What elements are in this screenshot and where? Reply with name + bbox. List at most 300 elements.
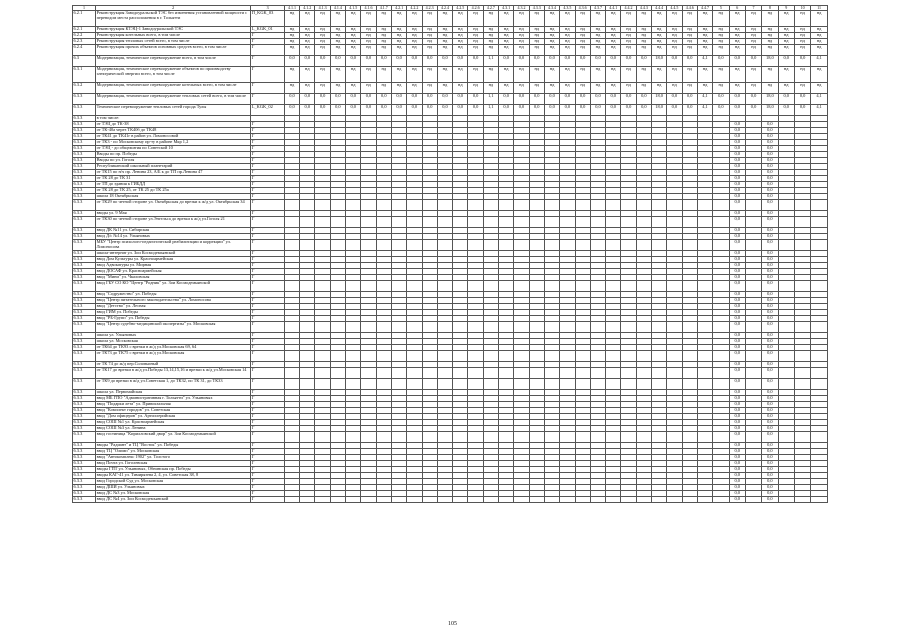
value-cell xyxy=(422,432,437,443)
value-cell: 0,0 xyxy=(729,368,745,379)
value-cell: нд xyxy=(651,83,666,94)
value-cell xyxy=(284,281,299,292)
value-cell: нд xyxy=(468,67,483,83)
row-name: Модернизация, техническое перевооружение тепловых сетей всего, в том числе xyxy=(96,94,251,105)
value-cell: нд xyxy=(651,45,666,56)
value-cell xyxy=(483,368,498,379)
value-cell: нд xyxy=(376,45,391,56)
value-cell: нд xyxy=(651,27,666,33)
value-cell: 18,0 xyxy=(651,94,666,105)
row-code: 6.3.3 xyxy=(73,322,96,333)
row-name: Республиканский школьный планетарий xyxy=(96,164,251,170)
value-cell: нд xyxy=(529,45,544,56)
value-cell xyxy=(560,432,575,443)
row-code: 6.2.1 xyxy=(73,11,96,27)
row-identifier: Г xyxy=(251,188,285,194)
table-row xyxy=(73,94,828,105)
value-cell xyxy=(437,200,452,211)
value-cell: нд xyxy=(651,11,666,27)
value-cell: 0,0 xyxy=(729,449,745,455)
value-cell: нд xyxy=(300,67,315,83)
value-cell xyxy=(391,351,406,362)
value-cell: 0,0 xyxy=(762,432,778,443)
value-cell: нд xyxy=(361,39,376,45)
value-cell xyxy=(514,240,529,251)
value-cell xyxy=(667,497,682,503)
value-cell xyxy=(745,432,761,443)
value-cell xyxy=(437,281,452,292)
row-code: 6.3.3 xyxy=(73,402,96,408)
value-cell xyxy=(300,240,315,251)
value-cell xyxy=(468,351,483,362)
value-cell xyxy=(437,379,452,390)
table-row xyxy=(73,67,828,83)
row-code: 6.3.3 xyxy=(73,485,96,491)
value-cell xyxy=(437,322,452,333)
value-cell: нд xyxy=(284,33,299,39)
value-cell: нд xyxy=(636,11,651,27)
value-cell xyxy=(544,281,559,292)
value-cell: 0,0 xyxy=(729,263,745,269)
table-row xyxy=(73,368,828,379)
value-cell: нд xyxy=(361,27,376,33)
value-cell xyxy=(621,217,636,228)
row-name: ввод "Детство" ул. Лесная xyxy=(96,304,251,310)
value-cell: нд xyxy=(315,11,330,27)
row-identifier: Г xyxy=(251,316,285,322)
value-cell xyxy=(529,379,544,390)
value-cell: нд xyxy=(778,27,794,33)
value-cell xyxy=(346,497,361,503)
value-cell: нд xyxy=(590,83,605,94)
value-cell: нд xyxy=(376,83,391,94)
row-identifier: Г xyxy=(251,176,285,182)
row-name: школа ул. Первомайская xyxy=(96,390,251,396)
row-code: 6.3.3 xyxy=(73,182,96,188)
value-cell: 0,0 xyxy=(729,140,745,146)
value-cell xyxy=(499,368,514,379)
value-cell: нд xyxy=(529,33,544,39)
row-code: 6.3.3 xyxy=(73,257,96,263)
value-cell: 0,0 xyxy=(729,170,745,176)
value-cell xyxy=(315,217,330,228)
value-cell: нд xyxy=(811,39,828,45)
row-identifier: Г xyxy=(251,461,285,467)
value-cell: нд xyxy=(762,67,778,83)
value-cell xyxy=(560,200,575,211)
value-cell xyxy=(590,217,605,228)
value-cell: 0,0 xyxy=(729,420,745,426)
value-cell: 0,0 xyxy=(284,94,299,105)
value-cell: 0,0 xyxy=(346,94,361,105)
value-cell xyxy=(636,322,651,333)
value-cell: нд xyxy=(778,11,794,27)
value-cell xyxy=(682,281,697,292)
value-cell: 0,0 xyxy=(729,105,745,116)
value-cell: нд xyxy=(697,27,712,33)
value-cell: 0,0 xyxy=(729,414,745,420)
value-cell xyxy=(437,351,452,362)
value-cell xyxy=(651,240,666,251)
value-cell xyxy=(778,322,794,333)
value-cell: 0,0 xyxy=(437,105,452,116)
value-cell: 0,0 xyxy=(762,304,778,310)
value-cell: 0,0 xyxy=(762,362,778,368)
value-cell: нд xyxy=(346,33,361,39)
value-cell: 0,0 xyxy=(762,351,778,362)
value-cell xyxy=(651,432,666,443)
row-name: от ТК15 по н/ч пр. Ленина 23, А/Б к до ТП пр.Ленина 47 xyxy=(96,170,251,176)
value-cell xyxy=(651,351,666,362)
value-cell xyxy=(713,200,729,211)
value-cell xyxy=(514,351,529,362)
value-cell: 0,0 xyxy=(468,56,483,67)
value-cell: 1,1 xyxy=(483,56,498,67)
value-cell xyxy=(544,497,559,503)
value-cell xyxy=(346,368,361,379)
value-cell xyxy=(346,217,361,228)
value-cell xyxy=(330,379,345,390)
row-name: ввод "Комплект городов" ул. Советская xyxy=(96,408,251,414)
row-identifier: Г xyxy=(251,217,285,228)
value-cell: нд xyxy=(794,33,810,39)
value-cell: 18,0 xyxy=(762,56,778,67)
value-cell: нд xyxy=(713,33,729,39)
value-cell xyxy=(590,351,605,362)
value-cell: нд xyxy=(514,45,529,56)
row-name: от ТК 74 до ж/д пер.Соловьиный xyxy=(96,362,251,368)
value-cell xyxy=(376,281,391,292)
value-cell: 0,0 xyxy=(667,56,682,67)
value-cell: 0,0 xyxy=(544,94,559,105)
value-cell: 0,0 xyxy=(762,316,778,322)
value-cell: нд xyxy=(729,33,745,39)
value-cell xyxy=(361,240,376,251)
value-cell xyxy=(422,379,437,390)
row-identifier: Г xyxy=(251,310,285,316)
value-cell: 0,0 xyxy=(636,94,651,105)
value-cell: 0,0 xyxy=(762,176,778,182)
value-cell xyxy=(794,497,810,503)
value-cell xyxy=(621,497,636,503)
row-identifier: Г xyxy=(251,251,285,257)
value-cell: нд xyxy=(762,27,778,33)
value-cell xyxy=(376,322,391,333)
value-cell: нд xyxy=(391,45,406,56)
value-cell xyxy=(346,322,361,333)
value-cell xyxy=(330,200,345,211)
value-cell: 0,0 xyxy=(762,134,778,140)
value-cell xyxy=(300,217,315,228)
value-cell xyxy=(778,432,794,443)
row-identifier: Г xyxy=(251,426,285,432)
value-cell: нд xyxy=(697,11,712,27)
value-cell: нд xyxy=(682,45,697,56)
value-cell: 0,0 xyxy=(453,105,468,116)
row-identifier: Г xyxy=(251,240,285,251)
value-cell: нд xyxy=(391,33,406,39)
value-cell: нд xyxy=(811,11,828,27)
row-identifier: Г xyxy=(251,414,285,420)
row-code: 6.3.3 xyxy=(73,379,96,390)
value-cell: 0,0 xyxy=(729,269,745,275)
row-name: МБУ "Центр психолого-педагогической реабилитации и коррекции" ул. Ломоносова xyxy=(96,240,251,251)
row-name: ввод "Центр судебно-медицинской экспертизы" ул. Московская xyxy=(96,322,251,333)
value-cell: нд xyxy=(437,67,452,83)
value-cell: нд xyxy=(483,39,498,45)
row-code: 6.3.3 xyxy=(73,339,96,345)
value-cell: 0,0 xyxy=(762,217,778,228)
row-identifier: Г xyxy=(251,257,285,263)
column-number: 4.4.3 xyxy=(636,6,651,11)
value-cell: 0,0 xyxy=(729,292,745,298)
row-code: 6.2.1 xyxy=(73,27,96,33)
row-identifier: Г xyxy=(251,497,285,503)
value-cell xyxy=(636,368,651,379)
row-identifier: Г xyxy=(251,94,285,105)
value-cell: 0,0 xyxy=(376,56,391,67)
value-cell: нд xyxy=(422,33,437,39)
row-code: 6.3.3 xyxy=(73,316,96,322)
value-cell: 0,0 xyxy=(315,56,330,67)
value-cell: 0,0 xyxy=(762,128,778,134)
value-cell: нд xyxy=(483,11,498,27)
value-cell: нд xyxy=(468,11,483,27)
value-cell xyxy=(361,379,376,390)
value-cell xyxy=(697,351,712,362)
value-cell xyxy=(697,368,712,379)
value-cell xyxy=(391,432,406,443)
value-cell xyxy=(794,379,810,390)
value-cell xyxy=(407,351,422,362)
value-cell: 0,0 xyxy=(729,467,745,473)
value-cell xyxy=(560,351,575,362)
value-cell xyxy=(811,368,828,379)
row-identifier: Г xyxy=(251,83,285,94)
value-cell: 0,0 xyxy=(745,56,761,67)
value-cell: нд xyxy=(682,83,697,94)
row-identifier: Г xyxy=(251,333,285,339)
value-cell: 0,0 xyxy=(729,497,745,503)
row-identifier: Г xyxy=(251,473,285,479)
value-cell xyxy=(667,200,682,211)
column-number: 11 xyxy=(811,6,828,11)
value-cell xyxy=(422,351,437,362)
value-cell: 0,0 xyxy=(606,94,621,105)
value-cell: 0,0 xyxy=(729,164,745,170)
value-cell: 0,0 xyxy=(529,56,544,67)
value-cell: 0,0 xyxy=(762,122,778,128)
row-identifier: L_KGK_02 xyxy=(251,105,285,116)
column-number: 4.4.1 xyxy=(606,6,621,11)
value-cell: нд xyxy=(794,27,810,33)
value-cell: нд xyxy=(300,11,315,27)
value-cell: нд xyxy=(636,27,651,33)
value-cell: нд xyxy=(284,83,299,94)
value-cell: 0,0 xyxy=(729,310,745,316)
column-number: 4.2.7 xyxy=(483,6,498,11)
value-cell: нд xyxy=(361,11,376,27)
value-cell xyxy=(811,281,828,292)
value-cell: нд xyxy=(636,33,651,39)
row-name: ввод ТЦ "Олимп" ул. Московская xyxy=(96,449,251,455)
value-cell xyxy=(621,200,636,211)
value-cell: 0,0 xyxy=(437,94,452,105)
value-cell: нд xyxy=(713,39,729,45)
column-number: 4.1.2 xyxy=(300,6,315,11)
value-cell xyxy=(811,497,828,503)
value-cell: нд xyxy=(544,83,559,94)
value-cell: нд xyxy=(391,83,406,94)
value-cell xyxy=(453,497,468,503)
value-cell xyxy=(590,497,605,503)
value-cell xyxy=(315,200,330,211)
value-cell xyxy=(437,240,452,251)
value-cell: нд xyxy=(315,83,330,94)
value-cell: нд xyxy=(391,11,406,27)
value-cell xyxy=(745,200,761,211)
value-cell xyxy=(391,217,406,228)
value-cell: нд xyxy=(636,67,651,83)
value-cell xyxy=(590,432,605,443)
value-cell: 0,0 xyxy=(729,257,745,263)
value-cell: 0,0 xyxy=(762,339,778,345)
value-cell: нд xyxy=(284,11,299,27)
value-cell xyxy=(468,368,483,379)
value-cell: нд xyxy=(621,67,636,83)
value-cell: 0,0 xyxy=(762,396,778,402)
row-code: 6.3.3 xyxy=(73,420,96,426)
value-cell: 0,0 xyxy=(745,94,761,105)
value-cell: 0,0 xyxy=(762,188,778,194)
value-cell xyxy=(376,432,391,443)
value-cell: 0,0 xyxy=(391,56,406,67)
value-cell: нд xyxy=(284,45,299,56)
value-cell xyxy=(300,379,315,390)
value-cell xyxy=(514,368,529,379)
value-cell: нд xyxy=(330,11,345,27)
value-cell xyxy=(745,217,761,228)
row-name: ввод "Центр питательного законодательства" ул. Ломоносова xyxy=(96,298,251,304)
value-cell: нд xyxy=(682,33,697,39)
value-cell: 0,0 xyxy=(729,122,745,128)
row-identifier: Г xyxy=(251,269,285,275)
value-cell: 0,0 xyxy=(590,56,605,67)
value-cell: 0,0 xyxy=(762,333,778,339)
value-cell: 0,0 xyxy=(762,485,778,491)
row-identifier: Г xyxy=(251,275,285,281)
value-cell xyxy=(636,240,651,251)
value-cell xyxy=(529,240,544,251)
value-cell xyxy=(778,368,794,379)
value-cell: 0,0 xyxy=(636,56,651,67)
value-cell xyxy=(794,217,810,228)
value-cell: 0,0 xyxy=(729,234,745,240)
row-code: 6.3.3 xyxy=(73,292,96,298)
value-cell: нд xyxy=(544,27,559,33)
row-identifier: Г xyxy=(251,479,285,485)
value-cell xyxy=(745,497,761,503)
value-cell: 0,0 xyxy=(330,105,345,116)
value-cell: 0,0 xyxy=(745,105,761,116)
value-cell xyxy=(575,217,590,228)
value-cell: нд xyxy=(437,33,452,39)
value-cell: 0,0 xyxy=(391,94,406,105)
value-cell xyxy=(811,217,828,228)
value-cell xyxy=(529,200,544,211)
row-code: 6.3.3 xyxy=(73,345,96,351)
value-cell: 0,0 xyxy=(499,56,514,67)
value-cell xyxy=(453,240,468,251)
value-cell xyxy=(300,200,315,211)
value-cell xyxy=(361,351,376,362)
row-code: 6.3.3 xyxy=(73,170,96,176)
value-cell: нд xyxy=(346,83,361,94)
value-cell xyxy=(621,240,636,251)
value-cell xyxy=(361,368,376,379)
value-cell xyxy=(794,351,810,362)
value-cell: нд xyxy=(621,11,636,27)
value-cell: 0,0 xyxy=(330,94,345,105)
row-code: 6.3.3 xyxy=(73,176,96,182)
value-cell: нд xyxy=(713,11,729,27)
row-code: 6.3.3 xyxy=(73,310,96,316)
value-cell: 0,0 xyxy=(729,396,745,402)
value-cell: 0,0 xyxy=(729,94,745,105)
value-cell xyxy=(468,322,483,333)
value-cell: нд xyxy=(667,11,682,27)
value-cell xyxy=(483,432,498,443)
value-cell: 0,0 xyxy=(762,390,778,396)
value-cell: нд xyxy=(745,27,761,33)
value-cell xyxy=(713,351,729,362)
column-number: 4.2.4 xyxy=(437,6,452,11)
value-cell xyxy=(422,322,437,333)
value-cell: нд xyxy=(468,45,483,56)
value-cell: нд xyxy=(606,27,621,33)
value-cell: нд xyxy=(284,39,299,45)
value-cell: 0,0 xyxy=(729,443,745,449)
value-cell xyxy=(560,368,575,379)
value-cell: 0,0 xyxy=(621,94,636,105)
value-cell: нд xyxy=(575,45,590,56)
value-cell: нд xyxy=(376,11,391,27)
value-cell xyxy=(560,322,575,333)
value-cell: 18,0 xyxy=(651,105,666,116)
value-cell: нд xyxy=(315,33,330,39)
value-cell xyxy=(544,240,559,251)
value-cell: нд xyxy=(483,33,498,39)
row-identifier: Г xyxy=(251,298,285,304)
row-identifier: Г xyxy=(251,200,285,211)
value-cell xyxy=(713,281,729,292)
column-number: 4.1.5 xyxy=(346,6,361,11)
value-cell: нд xyxy=(330,39,345,45)
value-cell xyxy=(778,351,794,362)
row-code: 6.3.3 xyxy=(73,217,96,228)
value-cell xyxy=(346,200,361,211)
value-cell xyxy=(407,432,422,443)
value-cell: нд xyxy=(529,83,544,94)
row-code: 6.3.3 xyxy=(73,304,96,310)
row-code: 6.3.3 xyxy=(73,449,96,455)
value-cell xyxy=(590,281,605,292)
value-cell: нд xyxy=(544,39,559,45)
value-cell: 0,0 xyxy=(284,56,299,67)
value-cell xyxy=(590,368,605,379)
value-cell: нд xyxy=(315,27,330,33)
row-name: от ТК17 до врезки в ж/д ул.Победы 13,14,15,16 и врезки к ж/д ул.Московская 14 xyxy=(96,368,251,379)
